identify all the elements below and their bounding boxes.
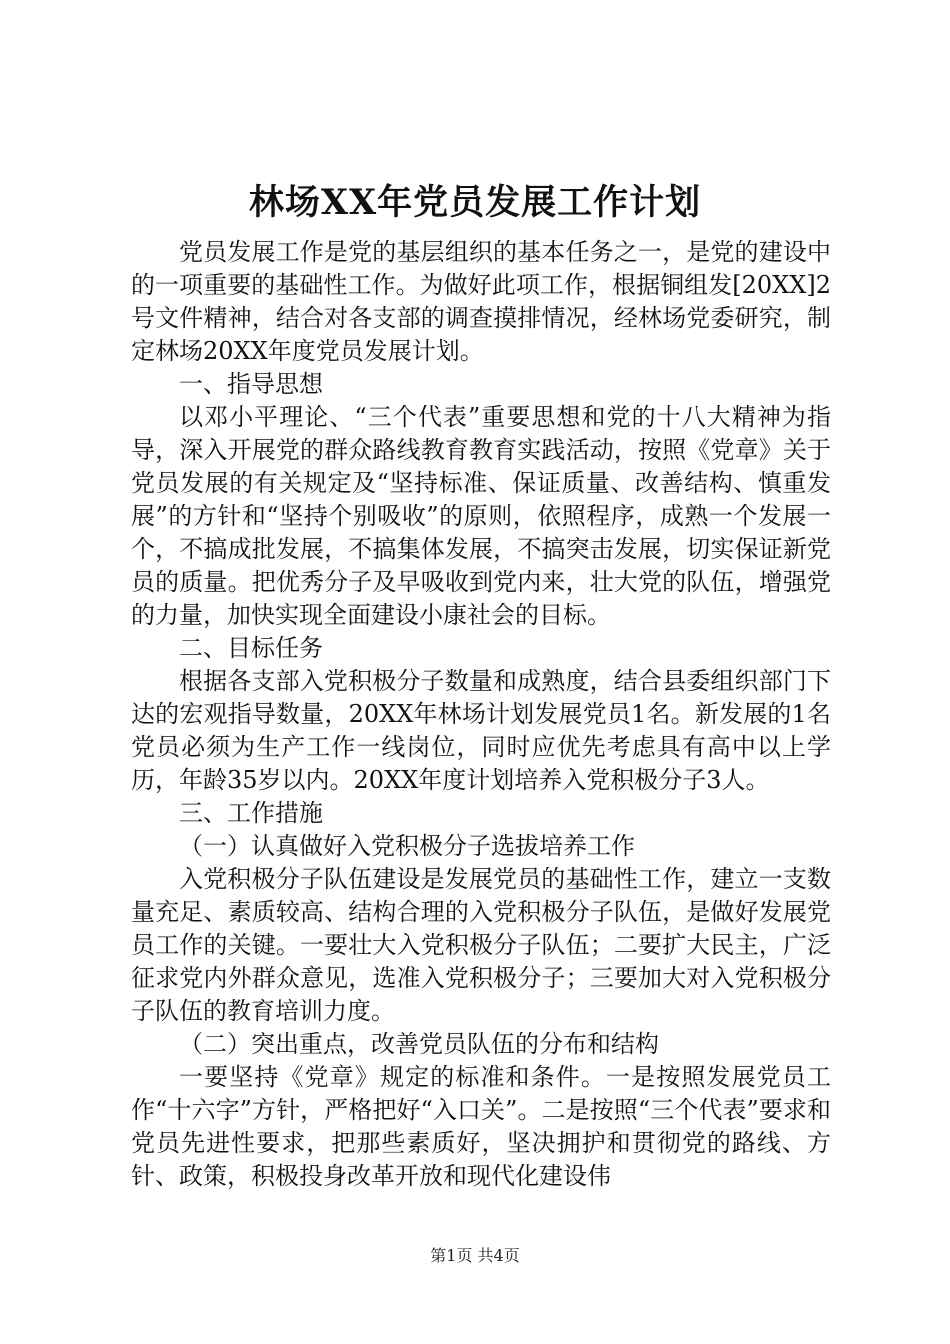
paragraph-goals: 根据各支部入党积极分子数量和成熟度，结合县委组织部门下达的宏观指导数量，20XX年林场计划发展党员1名。新发展的1名党员必须为生产工作一线岗位，同时应优先考虑具有高中以上学历，年龄35岁以内。20XX年度计划培养入党积极分子3人。 — [131, 667, 831, 794]
subsection-heading-1: （一）认真做好入党积极分子选拔培养工作 — [179, 832, 635, 860]
document-body — [131, 236, 831, 1193]
section-heading-goals: 二、目标任务 — [179, 634, 323, 662]
paragraph-guiding-ideology: 以邓小平理论、“三个代表”重要思想和党的十八大精神为指导，深入开展党的群众路线教育教育实践活动，按照《党章》关于党员发展的有关规定及“坚持标准、保证质量、改善结构、慎重发展”的方针和“坚持个别吸收”的原则，依照程序，成熟一个发展一个，不搞成批发展，不搞集体发展，不搞突击发展，切实保证新党员的质量。把优秀分子及早吸收到党内来，壮大党的队伍，增强党的力量，加快实现全面建设小康社会的目标。 — [131, 403, 831, 629]
subsection-heading-2: （二）突出重点，改善党员队伍的分布和结构 — [179, 1030, 659, 1058]
section-heading-measures: 三、工作措施 — [179, 799, 323, 827]
document-title: 林场XX年党员发展工作计划 — [248, 182, 702, 223]
paragraph-subsection-2: 一要坚持《党章》规定的标准和条件。一是按照发展党员工作“十六字”方针，严格把好“入口关”。二是按照“三个代表”要求和党员先进性要求，把那些素质好，坚决拥护和贯彻党的路线、方针、政策，积极投身改革开放和现代化建设伟 — [131, 1063, 831, 1190]
paragraph-intro: 党员发展工作是党的基层组织的基本任务之一，是党的建设中的一项重要的基础性工作。为做好此项工作，根据铜组发[20XX]2号文件精神，结合对各支部的调查摸排情况，经林场党委研究，制定林场20XX年度党员发展计划。 — [131, 238, 831, 365]
section-heading-guiding-ideology: 一、指导思想 — [179, 370, 323, 398]
paragraph-subsection-1: 入党积极分子队伍建设是发展党员的基础性工作，建立一支数量充足、素质较高、结构合理的入党积极分子队伍，是做好发展党员工作的关键。一要壮大入党积极分子队伍；二要扩大民主，广泛征求党内外群众意见，选准入党积极分子；三要加大对入党积极分子队伍的教育培训力度。 — [131, 865, 831, 1025]
page-footer: 第1页 共4页 — [430, 1246, 520, 1265]
